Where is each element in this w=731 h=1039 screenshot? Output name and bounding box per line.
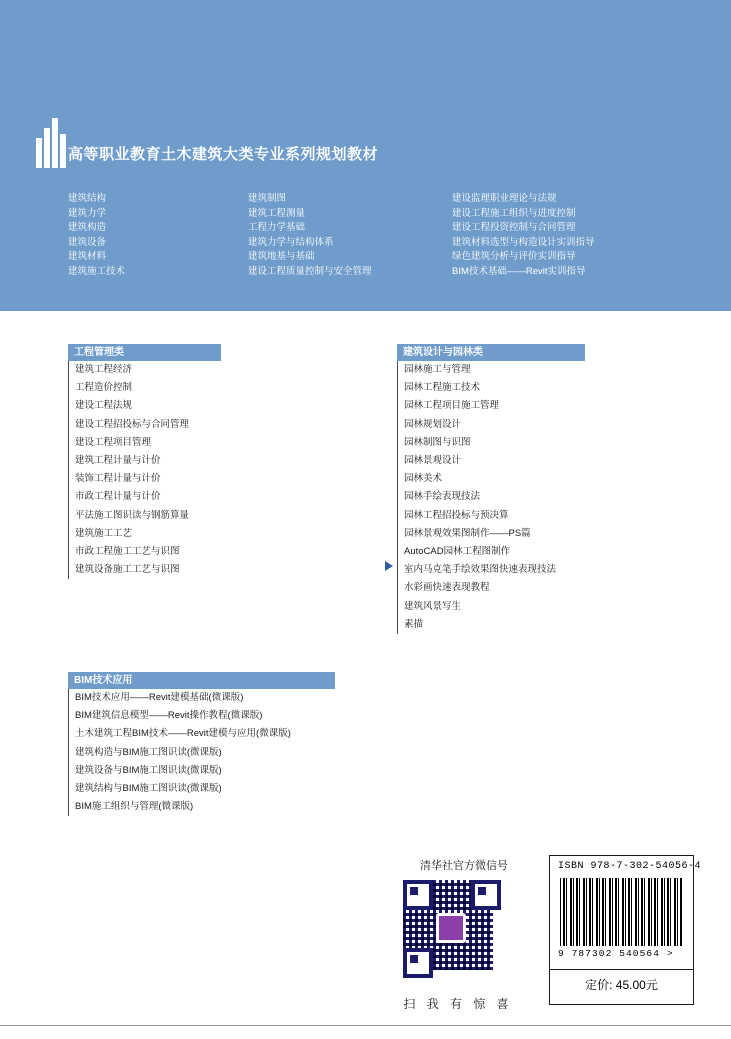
pointer-triangle-icon — [385, 561, 393, 571]
price-text: 定价: 45.00元 — [585, 978, 658, 992]
divider — [550, 969, 693, 970]
top-banner — [0, 0, 731, 311]
bottom-divider — [0, 1025, 731, 1026]
banner-column-3 — [452, 192, 595, 280]
list-item: 园林工程项目施工管理 — [404, 400, 500, 412]
banner-column-2 — [248, 192, 372, 280]
isbn-text: ISBN 978-7-302-54056-4 — [558, 861, 702, 872]
list-item: 建筑施工工艺 — [75, 527, 133, 539]
wechat-label: 清华社官方微信号 — [420, 860, 508, 872]
category-bim-technology — [68, 672, 335, 816]
banner-book-item: 建筑制图 — [248, 193, 287, 204]
banner-book-item: 建筑力学 — [68, 207, 107, 219]
banner-book-item: 工程力学基础 — [248, 222, 306, 234]
list-item: 市政工程施工工艺与识图 — [75, 546, 180, 558]
list-item: 建筑设备与BIM施工图识读(微课版) — [75, 764, 222, 776]
list-item: 园林美术 — [404, 473, 443, 485]
list-item: 园林景观效果图制作——PS篇 — [404, 527, 531, 539]
banner-book-item: 建设监理职业理论与法规 — [452, 193, 557, 204]
list-item: 装饰工程计量与计价 — [75, 473, 161, 485]
barcode-panel — [549, 855, 702, 1005]
list-item: 建筑工程经济 — [75, 364, 133, 375]
category-architecture-landscape — [397, 344, 585, 634]
list-item: 园林工程施工技术 — [404, 382, 481, 394]
category-engineering-management — [68, 344, 221, 579]
list-item: 园林工程招投标与预决算 — [404, 509, 509, 521]
list-item: 园林规划设计 — [404, 418, 462, 430]
list-item: 平法施工图识读与钢筋算量 — [75, 509, 190, 521]
banner-book-item: 建筑施工技术 — [68, 265, 126, 277]
category-item-list — [68, 361, 221, 579]
list-item: 建设工程招投标与合同管理 — [75, 418, 190, 430]
list-item: 水彩画快速表现教程 — [404, 582, 490, 594]
series-title: 高等职业教育土木建筑大类专业系列规划教材 — [68, 146, 379, 163]
list-item: 建筑工程计量与计价 — [75, 455, 161, 467]
list-item: 建筑构造与BIM施工图识读(微课版) — [75, 746, 222, 758]
category-title: 工程管理类 — [68, 344, 221, 361]
qr-finder-icon — [403, 948, 433, 978]
banner-book-item: 建筑材料选型与构造设计实训指导 — [452, 236, 595, 248]
list-item: 园林景观设计 — [404, 455, 462, 467]
list-item: 建设工程项目管理 — [75, 436, 152, 448]
list-item: 土木建筑工程BIM技术——Revit建模与应用(微课版) — [75, 728, 291, 740]
qr-finder-icon — [471, 880, 501, 910]
banner-book-item: 建设工程投资控制与合同管理 — [452, 222, 576, 234]
barcode-digits: 9 787302 540564 > — [558, 948, 674, 959]
scan-prompt-text: 扫 我 有 惊 喜 — [403, 997, 513, 1011]
list-item: 园林施工与管理 — [404, 364, 471, 375]
banner-book-item: 建筑结构 — [68, 193, 107, 204]
list-item: AutoCAD园林工程图制作 — [404, 546, 511, 558]
qr-finder-icon — [403, 880, 433, 910]
list-item: 市政工程计量与计价 — [75, 491, 161, 503]
banner-book-item: 建筑材料 — [68, 251, 107, 263]
banner-book-item: 建筑工程测量 — [248, 207, 306, 219]
category-title: BIM技术应用 — [68, 672, 335, 689]
list-item: 建筑设备施工工艺与识图 — [75, 564, 180, 576]
list-item: 建设工程法规 — [75, 400, 133, 412]
ean13-barcode-icon — [560, 878, 683, 946]
list-item: 工程造价控制 — [75, 382, 133, 394]
list-item: 室内马克笔手绘效果图快速表现技法 — [404, 564, 557, 576]
category-item-list — [68, 689, 335, 816]
category-item-list — [397, 361, 585, 634]
banner-book-item: 建筑构造 — [68, 222, 107, 234]
list-item: 园林手绘表现技法 — [404, 491, 481, 503]
banner-book-item: BIM技术基础——Revit实训指导 — [452, 265, 586, 277]
list-item: BIM施工组织与管理(微课版) — [75, 801, 194, 813]
banner-book-item: 建设工程施工组织与进度控制 — [452, 207, 576, 219]
list-item: 园林制图与识图 — [404, 436, 471, 448]
banner-book-item: 建设工程质量控制与安全管理 — [248, 265, 372, 277]
building-bars-logo-icon — [36, 118, 64, 168]
list-item: BIM建筑信息模型——Revit操作教程(微课版) — [75, 710, 263, 722]
banner-column-1 — [68, 192, 125, 280]
list-item: 素描 — [404, 618, 424, 630]
banner-book-item: 建筑设备 — [68, 236, 107, 248]
list-item: BIM技术应用——Revit建模基础(微课版) — [75, 692, 244, 703]
list-item-highlighted: 建筑风景写生 — [404, 600, 462, 612]
list-item: 建筑结构与BIM施工图识读(微课版) — [75, 783, 222, 795]
banner-book-item: 绿色建筑分析与评价实训指导 — [452, 251, 576, 263]
banner-book-item: 建筑地基与基础 — [248, 251, 315, 263]
banner-book-item: 建筑力学与结构体系 — [248, 236, 334, 248]
category-title: 建筑设计与园林类 — [397, 344, 585, 361]
